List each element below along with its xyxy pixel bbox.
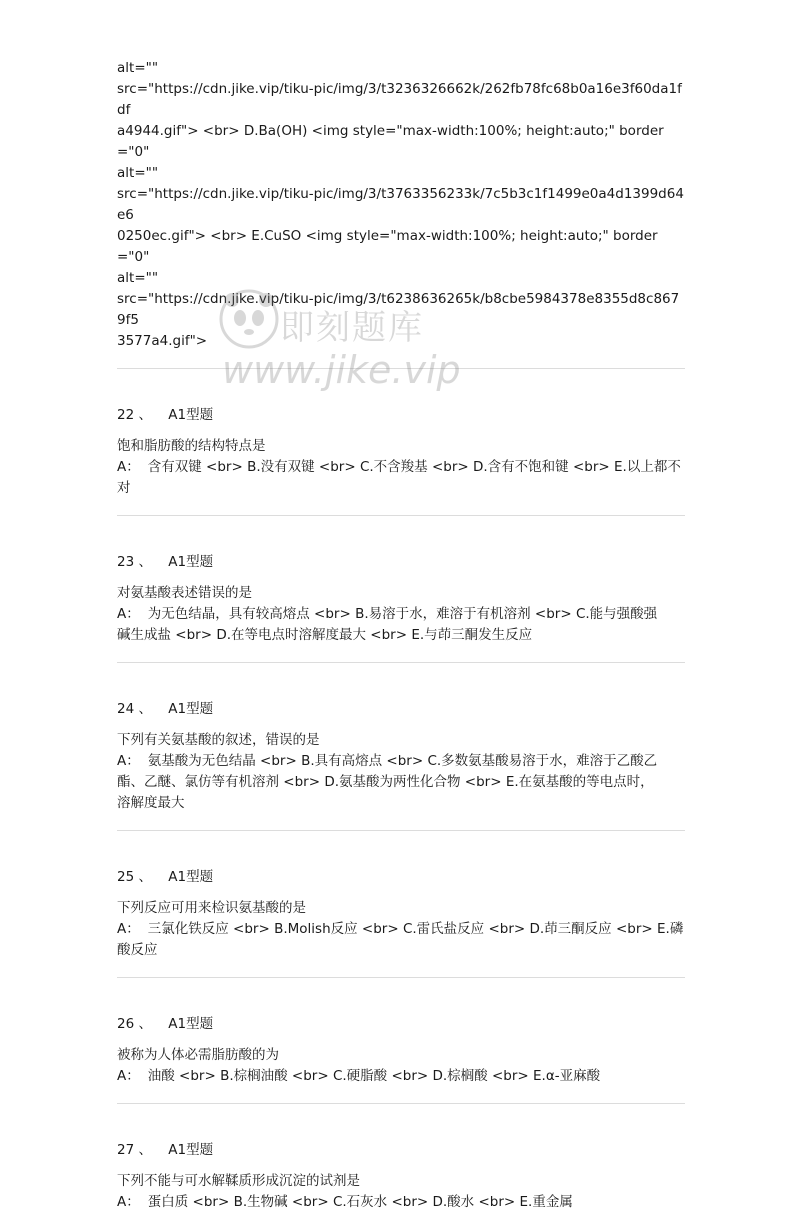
- answer-options: [117, 1192, 687, 1213]
- divider: [117, 662, 685, 663]
- question-type: A1型题: [168, 701, 214, 717]
- question-number: 23 、: [117, 554, 152, 570]
- question-header: [117, 405, 687, 426]
- text-line: src="https://cdn.jike.vip/tiku-pic/img/3/t6238636265k/b8cbe5984378e8355d8c8679f5: [117, 291, 680, 328]
- text-line: src="https://cdn.jike.vip/tiku-pic/img/3/t3236326662k/262fb78fc68b0a16e3f60da1fdf: [117, 81, 682, 118]
- question-stem: 下列有关氨基酸的叙述，错误的是: [117, 732, 320, 748]
- question-25: [117, 867, 687, 961]
- answer-line: 油酸 <br> B.棕榈油酸 <br> C.硬脂酸 <br> D.棕榈酸 <br> E.α-亚麻酸: [147, 1068, 601, 1084]
- text-line: alt="": [117, 60, 159, 76]
- question-header: [117, 867, 687, 888]
- question-23: [117, 552, 687, 646]
- question-type: A1型题: [168, 554, 214, 570]
- watermark-url: www.jike.vip: [222, 348, 461, 392]
- text-line: alt="": [117, 165, 159, 181]
- question-22: [117, 405, 687, 499]
- question-stem: 对氨基酸表述错误的是: [117, 585, 252, 601]
- divider: [117, 1103, 685, 1104]
- question-type: A1型题: [168, 1016, 214, 1032]
- question-stem: 饱和脂肪酸的结构特点是: [117, 438, 266, 454]
- question-26: [117, 1014, 687, 1087]
- answer-label: A：: [117, 921, 140, 937]
- answer-label: A：: [117, 1194, 140, 1210]
- divider: [117, 515, 685, 516]
- answer-label: A：: [117, 1068, 140, 1084]
- divider: [117, 977, 685, 978]
- question-number: 26 、: [117, 1016, 152, 1032]
- question-stem: 下列不能与可水解鞣质形成沉淀的试剂是: [117, 1173, 360, 1189]
- answer-options: [117, 604, 687, 646]
- question-number: 25 、: [117, 869, 152, 885]
- answer-line: 对: [117, 480, 131, 496]
- question-type: A1型题: [168, 1142, 214, 1158]
- question-header: [117, 1140, 687, 1161]
- question-24: [117, 699, 687, 814]
- watermark-logo-text: 即刻题库: [280, 308, 424, 348]
- answer-options: [117, 919, 687, 961]
- question-number: 24 、: [117, 701, 152, 717]
- text-line: src="https://cdn.jike.vip/tiku-pic/img/3/t3763356233k/7c5b3c1f1499e0a4d1399d64e6: [117, 186, 684, 223]
- question-type: A1型题: [168, 869, 214, 885]
- question-number: 27 、: [117, 1142, 152, 1158]
- question-header: [117, 552, 687, 573]
- text-line: 3577a4.gif">: [117, 333, 208, 349]
- answer-line: 酸反应: [117, 942, 158, 958]
- question-27: [117, 1140, 687, 1213]
- document-page: [117, 58, 687, 1213]
- question-type: A1型题: [168, 407, 214, 423]
- answer-line: 三氯化铁反应 <br> B.Molish反应 <br> C.雷氏盐反应 <br> D.茚三酮反应 <br> E.磷: [147, 921, 684, 937]
- answer-line: 含有双键 <br> B.没有双键 <br> C.不含羧基 <br> D.含有不饱和键 <br> E.以上都不: [147, 459, 681, 475]
- text-line: 0250ec.gif"> <br> E.CuSO <img style="max-width:100%; height:auto;" border="0": [117, 228, 658, 265]
- divider: [117, 368, 685, 369]
- answer-line: 溶解度最大: [117, 795, 185, 811]
- answer-line: 碱生成盐 <br> D.在等电点时溶解度最大 <br> E.与茚三酮发生反应: [117, 627, 533, 643]
- answer-line: 酯、乙醚、氯仿等有机溶剂 <br> D.氨基酸为两性化合物 <br> E.在氨基酸的等电点时，: [117, 774, 654, 790]
- answer-label: A：: [117, 753, 140, 769]
- answer-line: 氨基酸为无色结晶 <br> B.具有高熔点 <br> C.多数氨基酸易溶于水，难溶于乙酸乙: [147, 753, 658, 769]
- question-stem: 被称为人体必需脂肪酸的为: [117, 1047, 279, 1063]
- answer-options: [117, 751, 687, 814]
- divider: [117, 830, 685, 831]
- text-line: a4944.gif"> <br> D.Ba(OH) <img style="max-width:100%; height:auto;" border="0": [117, 123, 664, 160]
- text-line: alt="": [117, 270, 159, 286]
- previous-question-tail: [117, 58, 687, 352]
- answer-label: A：: [117, 606, 140, 622]
- answer-options: [117, 457, 687, 499]
- question-stem: 下列反应可用来检识氨基酸的是: [117, 900, 306, 916]
- question-header: [117, 699, 687, 720]
- answer-options: [117, 1066, 687, 1087]
- question-header: [117, 1014, 687, 1035]
- answer-line: 为无色结晶，具有较高熔点 <br> B.易溶于水，难溶于有机溶剂 <br> C.能与强酸强: [147, 606, 658, 622]
- answer-label: A：: [117, 459, 140, 475]
- question-number: 22 、: [117, 407, 152, 423]
- answer-line: 蛋白质 <br> B.生物碱 <br> C.石灰水 <br> D.酸水 <br> E.重金属: [147, 1194, 573, 1210]
